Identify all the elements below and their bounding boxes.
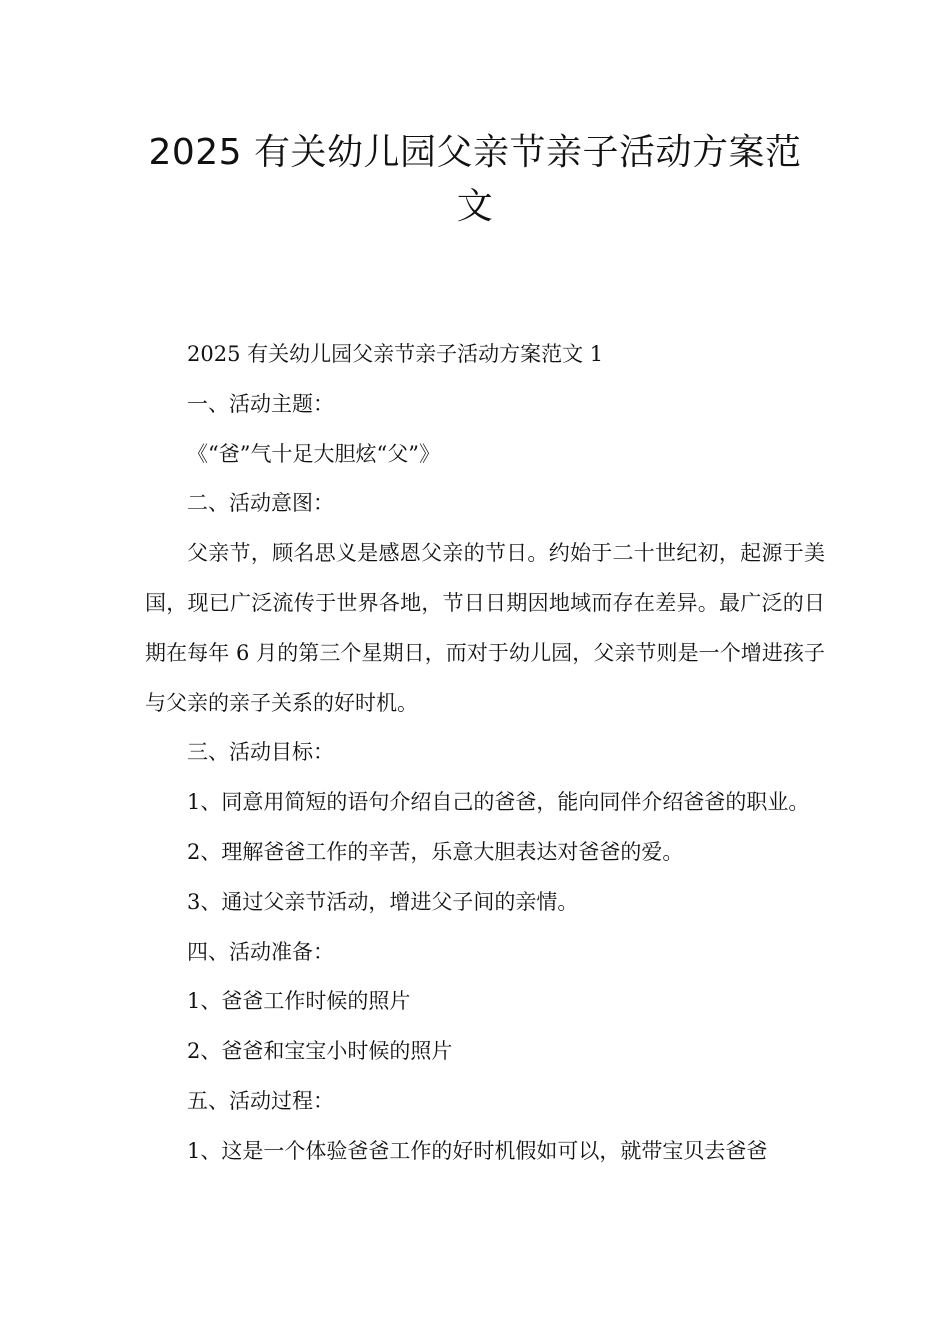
paragraph-goal-2: 2、理解爸爸工作的辛苦，乐意大胆表达对爸爸的爱。 xyxy=(187,839,684,864)
title-line-2: 文 xyxy=(456,186,494,227)
document-body xyxy=(145,330,825,1177)
paragraph-heading-process: 五、活动过程： xyxy=(187,1088,334,1113)
paragraph-prep-1: 1、爸爸工作时候的照片 xyxy=(187,989,411,1014)
paragraph-theme: 《“爸”气十足大胆炫“父”》 xyxy=(187,441,440,466)
document-title xyxy=(130,126,820,234)
paragraph-heading-preparation: 四、活动准备： xyxy=(187,939,334,964)
paragraph-heading-goals: 三、活动目标： xyxy=(187,740,334,765)
paragraph-prep-2: 2、爸爸和宝宝小时候的照片 xyxy=(187,1039,453,1064)
paragraph-goal-3: 3、通过父亲节活动，增进父子间的亲情。 xyxy=(187,889,579,914)
title-line-1: 2025 有关幼儿园父亲节亲子活动方案范 xyxy=(148,132,802,173)
paragraph-goal-1: 1、同意用简短的语句介绍自己的爸爸，能向同伴介绍爸爸的职业。 xyxy=(187,790,810,815)
paragraph-subtitle: 2025 有关幼儿园父亲节亲子活动方案范文 1 xyxy=(187,342,604,366)
paragraph-intent: 父亲节，顾名思义是感恩父亲的节日。约始于二十世纪初，起源于美国，现已广泛流传于世界各地，节日日期因地域而存在差异。最广泛的日期在每年 6 月的第三个星期日，而对于幼儿园，父亲节则是一个增进孩子与父亲的亲子关系的好时机。 xyxy=(145,541,825,715)
paragraph-heading-theme: 一、活动主题： xyxy=(187,391,334,416)
paragraph-heading-intent: 二、活动意图： xyxy=(187,491,334,516)
paragraph-process-1: 1、这是一个体验爸爸工作的好时机假如可以，就带宝贝去爸爸 xyxy=(187,1138,768,1163)
